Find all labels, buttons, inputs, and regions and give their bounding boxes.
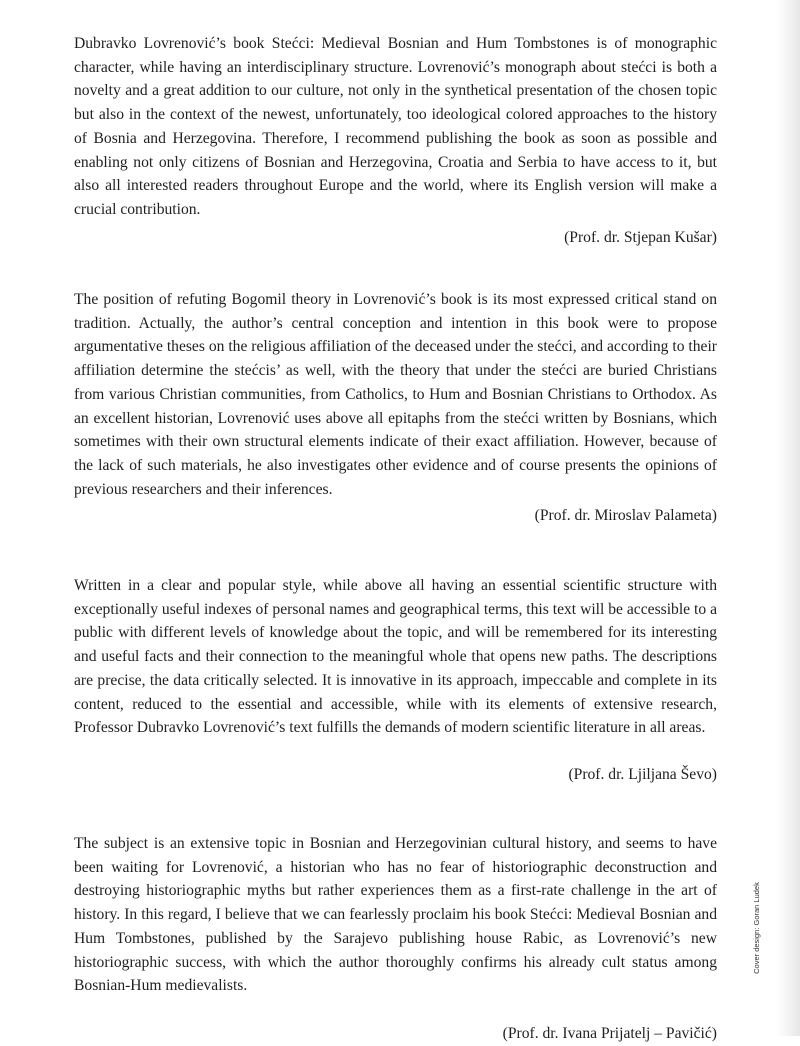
review-author: (Prof. dr. Miroslav Palameta) [534,507,717,525]
review-text: Dubravko Lovrenović’s book Stećci: Medieval Bosnian and Hum Tombstones is of monographic character, while having an interdisciplinary structure. Lovrenović’s monograph about stećci is both a novelty and a great addition to our culture, not only in the synthetical presentation of the chosen topic but also in the context of the newest, unfortunately, too ideological colored approaches to the history of Bosnia and Herzegovina. Therefore, I recommend publishing the book as soon as possible and enabling not only citizens of Bosnian and Herzegovina, Croatia and Serbia to have access to it, but also all interested readers throughout Europe and the world, where its English version will make a crucial contribution. [74,35,717,218]
review-author: (Prof. dr. Ljiljana Ševo) [568,765,717,783]
review-text: Written in a clear and popular style, while above all having an essential scientific structure with exceptionally useful indexes of personal names and geographical terms, this text will be accessible to a public with different levels of knowledge about the topic, and will be remembered for its interesting and useful facts and their connection to the meaningful whole that opens new paths. The descriptions are precise, the data critically selected. It is innovative in its approach, impeccable and complete in its content, reduced to the essential and accessible, while with its elements of extensive research, Professor Dubravko Lovrenović’s text fulfills the demands of modern scientific literature in all areas. [74,577,717,737]
review-block [74,32,717,249]
review-author: (Prof. dr. Stjepan Kušar) [564,228,717,246]
review-block [74,574,717,787]
review-block [74,288,717,528]
review-author: (Prof. dr. Ivana Prijatelj – Pavičić) [502,1024,717,1042]
page-edge [776,0,800,1036]
cover-design-credit: Cover design: Goran Ludek [752,882,761,974]
review-text: The subject is an extensive topic in Bosnian and Herzegovinian cultural history, and seems to have been waiting for Lovrenović, a historian who has no fear of historiographic deconstruction and destroying historiographic myths but rather experiences them as a first-rate challenge in the art of history. In this regard, I believe that we can fearlessly proclaim his book Stećci: Medieval Bosnian and Hum Tombstones, published by the Sarajevo publishing house Rabic, as Lovrenović’s new historiographic success, with which the author thoroughly confirms his already cult status among Bosnian-Hum medievalists. [74,835,717,995]
review-text: The position of refuting Bogomil theory in Lovrenović’s book is its most expressed critical stand on tradition. Actually, the author’s central conception and intention in this book were to propose argumentative theses on the religious affiliation of the deceased under the stećci, and according to their affiliation determine the stećcis’ as well, with the theory that under the stećci are buried Christians from various Christian communities, from Catholics, to Hum and Bosnian Christians to Orthodox. As an excellent historian, Lovrenović uses above all epitaphs from the stećci written by Bosnians, which sometimes with their own structural elements indicate of their exact affiliation. However, because of the lack of such materials, he also investigates other evidence and of course presents the opinions of previous researchers and their inferences. [74,291,717,498]
review-block [74,832,717,1046]
